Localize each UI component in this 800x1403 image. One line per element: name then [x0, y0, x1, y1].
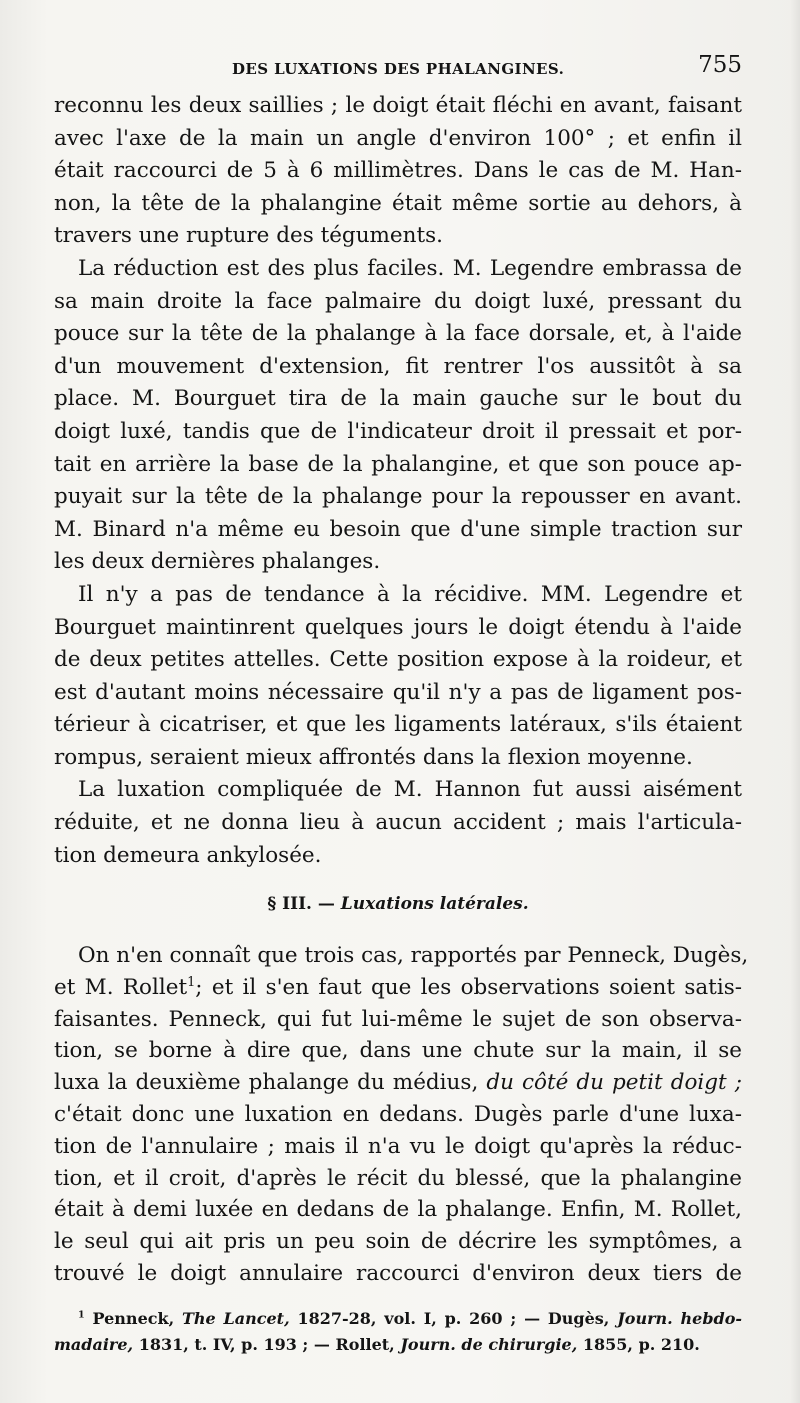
- footnote-line: [54, 1306, 742, 1332]
- running-head: [54, 52, 742, 80]
- text-line: tion demeura ankylosée.: [54, 842, 322, 868]
- text-line: tion, et il croit, d'après le récit du blessé, que la phalangine: [54, 1165, 742, 1191]
- text-line: reconnu les deux saillies ; le doigt était fléchi en avant, faisant: [54, 93, 742, 118]
- text-line: Bourguet maintinrent quelques jours le doigt étendu à l'aide: [54, 614, 742, 640]
- page-number: 755: [698, 52, 742, 78]
- text-line: tion, se borne à dire que, dans une chute sur la main, il se: [54, 1038, 742, 1064]
- text-line: les deux dernières phalanges.: [54, 549, 381, 575]
- footnote-line: [54, 1332, 742, 1358]
- text-line: travers une rupture des téguments.: [54, 223, 444, 249]
- text-run: 1855, p. 210.: [582, 1335, 700, 1354]
- text-line: faisantes. Penneck, qui fut lui-même le sujet de son observa-: [54, 1006, 742, 1032]
- text-line: sa main droite la face palmaire du doigt luxé, pressant du: [54, 288, 742, 314]
- body-text-block-1: [54, 90, 742, 872]
- text-line: pouce sur la tête de la phalange à la face dorsale, et, à l'aide: [54, 321, 742, 347]
- footnote: [54, 1306, 742, 1358]
- text-line: rompus, seraient mieux affrontés dans la flexion moyenne.: [54, 744, 693, 770]
- text-run: 1827-28, vol. I, p. 260 ; — Dugès,: [297, 1309, 610, 1328]
- body-text-block-2: [54, 940, 749, 1290]
- scan-shadow: [790, 0, 800, 1403]
- text-run: et M. Rollet: [54, 974, 188, 1000]
- text-line: M. Binard n'a même eu besoin que d'une simple traction sur: [54, 516, 742, 542]
- text-line: était raccourci de 5 à 6 millimètres. Dans le cas de M. Han-: [54, 158, 742, 184]
- italic-run: du côté du petit doigt ;: [486, 1070, 742, 1096]
- italic-run: The Lancet,: [181, 1309, 290, 1328]
- text-line: réduite, et ne donna lieu à aucun accident ; mais l'articula-: [54, 810, 742, 836]
- text-run: luxa la deuxième phalange du médius,: [54, 1070, 479, 1096]
- text-line: avec l'axe de la main un angle d'environ 100° ; et enfin il: [54, 125, 742, 151]
- text-line: de deux petites attelles. Cette position expose à la roideur, et: [54, 647, 742, 673]
- text-line: place. M. Bourguet tira de la main gauche sur le bout du: [54, 386, 742, 412]
- text-run: Penneck,: [92, 1309, 175, 1328]
- paragraph-start-line: La luxation compliquée de M. Hannon fut aussi aisément: [78, 777, 742, 803]
- text-line: tait en arrière la base de la phalangine, et que son pouce ap-: [54, 451, 742, 477]
- italic-run: Journ. hebdo-: [617, 1309, 743, 1328]
- text-run: 1831, t. IV, p. 193 ; — Rollet,: [138, 1335, 395, 1354]
- paragraph-start-line: On n'en connaît que trois cas, rapportés par Penneck, Dugès,: [78, 943, 749, 968]
- section-number: § III. —: [267, 894, 335, 914]
- text-line: est d'autant moins nécessaire qu'il n'y a pas de ligament pos-: [54, 679, 742, 705]
- text-line: le seul qui ait pris un peu soin de décrire les symptômes, a: [54, 1229, 742, 1255]
- text-line: trouvé le doigt annulaire raccourci d'environ deux tiers de: [54, 1260, 742, 1286]
- text-run: ; et il s'en faut que les observations soient satis-: [195, 974, 742, 1000]
- text-line: doigt luxé, tandis que de l'indicateur droit il pressait et por-: [54, 418, 742, 444]
- text-line: d'un mouvement d'extension, fit rentrer l'os aussitôt à sa: [54, 353, 742, 379]
- text-line: puyait sur la tête de la phalange pour la repousser en avant.: [54, 484, 742, 510]
- paragraph-start-line: Il n'y a pas de tendance à la récidive. MM. Legendre et: [78, 581, 742, 607]
- text-line: tion de l'annulaire ; mais il n'a vu le doigt qu'après la réduc-: [54, 1133, 742, 1159]
- section-title: Luxations latérales.: [340, 894, 529, 914]
- section-heading: [54, 894, 742, 914]
- italic-run: Journ. de chirurgie,: [400, 1335, 578, 1354]
- footnote-ref[interactable]: 1: [187, 974, 196, 990]
- paragraph-start-line: La réduction est des plus faciles. M. Legendre embrassa de: [78, 255, 742, 281]
- text-line: était à demi luxée en dedans de la phalange. Enfin, M. Rollet,: [54, 1197, 742, 1223]
- text-line: [54, 1067, 742, 1099]
- running-title: DES LUXATIONS DES PHALANGINES.: [232, 60, 565, 78]
- text-line: térieur à cicatriser, et que les ligaments latéraux, s'ils étaient: [54, 712, 742, 738]
- text-line: [54, 972, 742, 1004]
- italic-run: madaire,: [54, 1335, 134, 1354]
- footnote-marker: 1: [78, 1309, 85, 1321]
- text-line: non, la tête de la phalangine était même sortie au dehors, à: [54, 190, 742, 216]
- text-line: c'était donc une luxation en dedans. Dugès parle d'une luxa-: [54, 1101, 742, 1127]
